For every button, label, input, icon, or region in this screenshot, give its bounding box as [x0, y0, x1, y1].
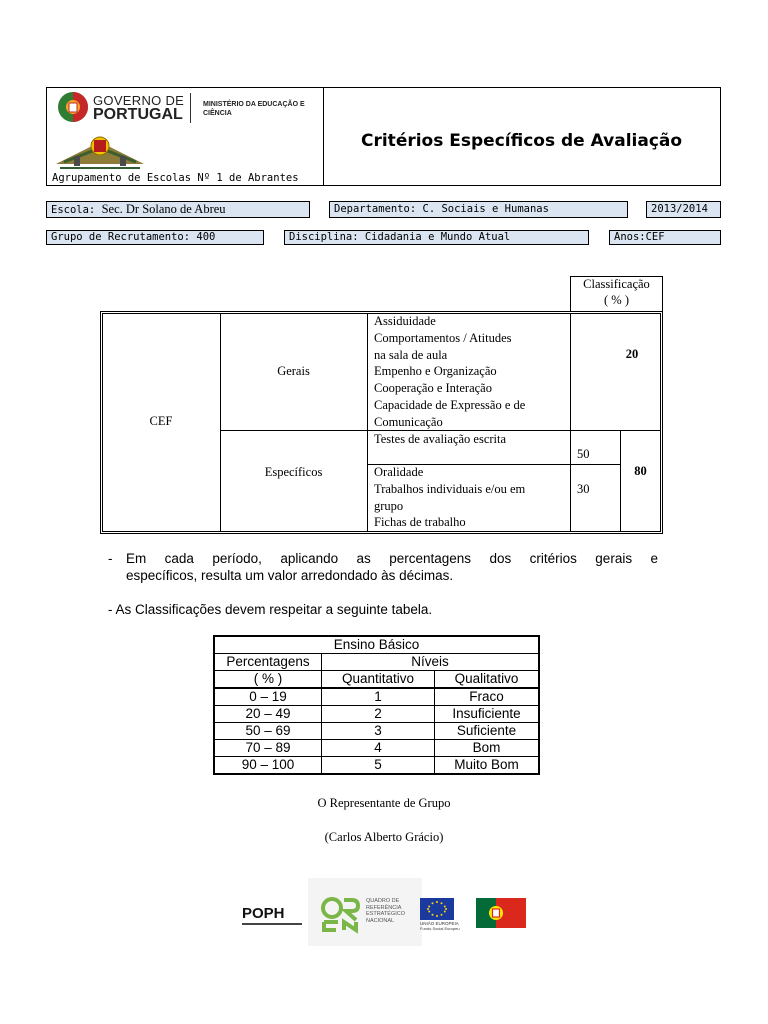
col-percentagens-header: Percentagens — [214, 654, 322, 671]
list-item: Comunicação — [374, 414, 443, 429]
list-item: Trabalhos individuais e/ou em — [374, 481, 526, 496]
signature-name: (Carlos Alberto Grácio) — [324, 830, 444, 844]
page-title: Critérios Específicos de Avaliação — [361, 131, 683, 151]
note1-line1: Em cada período, aplicando as percentagens dos critérios gerais e — [126, 551, 658, 566]
gov-line1: GOVERNO DE — [93, 93, 185, 108]
header-divider — [323, 87, 324, 186]
list-item: Testes de avaliação escrita — [374, 432, 507, 446]
especificos-total-percent: 80 — [634, 464, 647, 478]
eu-text: UNIÃO EUROPEIA — [420, 921, 459, 926]
table-row — [214, 636, 539, 654]
ministry-label: MINISTÉRIO DA EDUCAÇÃO E CIÊNCIA — [203, 101, 305, 117]
especificos-label: Específicos — [264, 465, 323, 479]
group1-percent: 50 — [577, 447, 590, 461]
eu-logo — [418, 898, 462, 932]
especificos-group2-items — [374, 464, 568, 531]
list-item: Fichas de trabalho — [374, 515, 466, 530]
list-item: Comportamentos / Atitudes — [374, 330, 512, 345]
bullet-dash: - — [108, 551, 113, 566]
table-row — [214, 671, 539, 689]
qren-logo — [308, 878, 422, 946]
grid-line — [620, 431, 621, 532]
gerais-label: Gerais — [277, 364, 310, 378]
agrupamento-label: Agrupamento de Escolas Nº 1 de Abrantes — [52, 172, 299, 184]
col-percentagens-unit: ( % ) — [214, 671, 322, 689]
quant-cell: 3 — [322, 723, 435, 740]
list-item: grupo — [374, 498, 404, 513]
poph-logo-text: POPH — [242, 905, 285, 922]
portugal-flag — [476, 898, 526, 928]
range-cell: 20 – 49 — [214, 706, 322, 723]
list-item: Capacidade de Expressão e de — [374, 397, 526, 412]
qual-cell: Suficiente — [435, 723, 540, 740]
escola-value: Sec. Dr Solano de Abreu — [101, 202, 226, 216]
eu-sub-text: Fundo Social Europeu — [420, 926, 460, 931]
niveis-table — [213, 635, 540, 775]
grupo-field: Grupo de Recrutamento: 400 — [46, 230, 264, 245]
note2: - As Classificações devem respeitar a seguinte tabela. — [108, 602, 433, 617]
col-quantitativo-header: Quantitativo — [322, 671, 435, 689]
table-row — [214, 757, 539, 775]
table-row — [214, 706, 539, 723]
grid-line — [220, 313, 221, 532]
group2-percent: 30 — [577, 482, 590, 496]
range-cell: 90 – 100 — [214, 757, 322, 775]
list-item: na sala de aula — [374, 347, 448, 362]
niveis-table-title: Ensino Básico — [214, 636, 539, 654]
range-cell: 70 – 89 — [214, 740, 322, 757]
range-cell: 0 – 19 — [214, 688, 322, 706]
gerais-items — [374, 313, 568, 431]
list-item: Cooperação e Interação — [374, 381, 492, 396]
course-label: CEF — [149, 414, 173, 428]
table-row — [214, 723, 539, 740]
gerais-percent: 20 — [625, 347, 639, 361]
list-item: Oralidade — [374, 465, 424, 479]
qual-cell: Fraco — [435, 688, 540, 706]
quant-cell: 5 — [322, 757, 435, 775]
list-item: Assiduidade — [374, 314, 436, 328]
table-row — [214, 688, 539, 706]
poph-logo-icon — [240, 898, 308, 930]
signature-role: O Representante de Grupo — [317, 796, 451, 810]
qren-text: QUADRO DE REFERÊNCIA ESTRATÉGICO NACIONAL — [366, 898, 406, 924]
disciplina-field: Disciplina: Cidadania e Mundo Atual — [284, 230, 589, 245]
quant-cell: 2 — [322, 706, 435, 723]
table-row — [214, 740, 539, 757]
quant-cell: 4 — [322, 740, 435, 757]
gov-line2: PORTUGAL — [93, 106, 183, 123]
grid-line — [367, 313, 368, 532]
portugal-flag-icon — [476, 898, 526, 928]
escola-field — [46, 201, 310, 218]
ano-letivo-field: 2013/2014 — [646, 201, 721, 218]
classificacao-unit: ( % ) — [604, 293, 629, 307]
poph-logo — [240, 898, 308, 930]
school-emblem-icon — [54, 128, 146, 170]
quant-cell: 1 — [322, 688, 435, 706]
table-row — [214, 654, 539, 671]
col-qualitativo-header: Qualitativo — [435, 671, 540, 689]
portugal-coat-of-arms-icon — [56, 90, 90, 126]
departamento-field: Departamento: C. Sociais e Humanas — [329, 201, 628, 218]
especificos-group1-items — [374, 431, 568, 448]
escola-label: Escola: — [51, 204, 96, 216]
range-cell: 50 – 69 — [214, 723, 322, 740]
note1-line2: específicos, resulta um valor arredondado às décimas. — [126, 568, 454, 583]
anos-field: Anos:CEF — [609, 230, 721, 245]
list-item: Empenho e Organização — [374, 364, 497, 379]
eu-flag-icon — [420, 898, 454, 920]
classificacao-header: Classificação — [583, 277, 650, 291]
gov-separator — [190, 93, 191, 123]
qual-cell: Bom — [435, 740, 540, 757]
qual-cell: Insuficiente — [435, 706, 540, 723]
qual-cell: Muito Bom — [435, 757, 540, 775]
col-niveis-header: Níveis — [322, 654, 540, 671]
